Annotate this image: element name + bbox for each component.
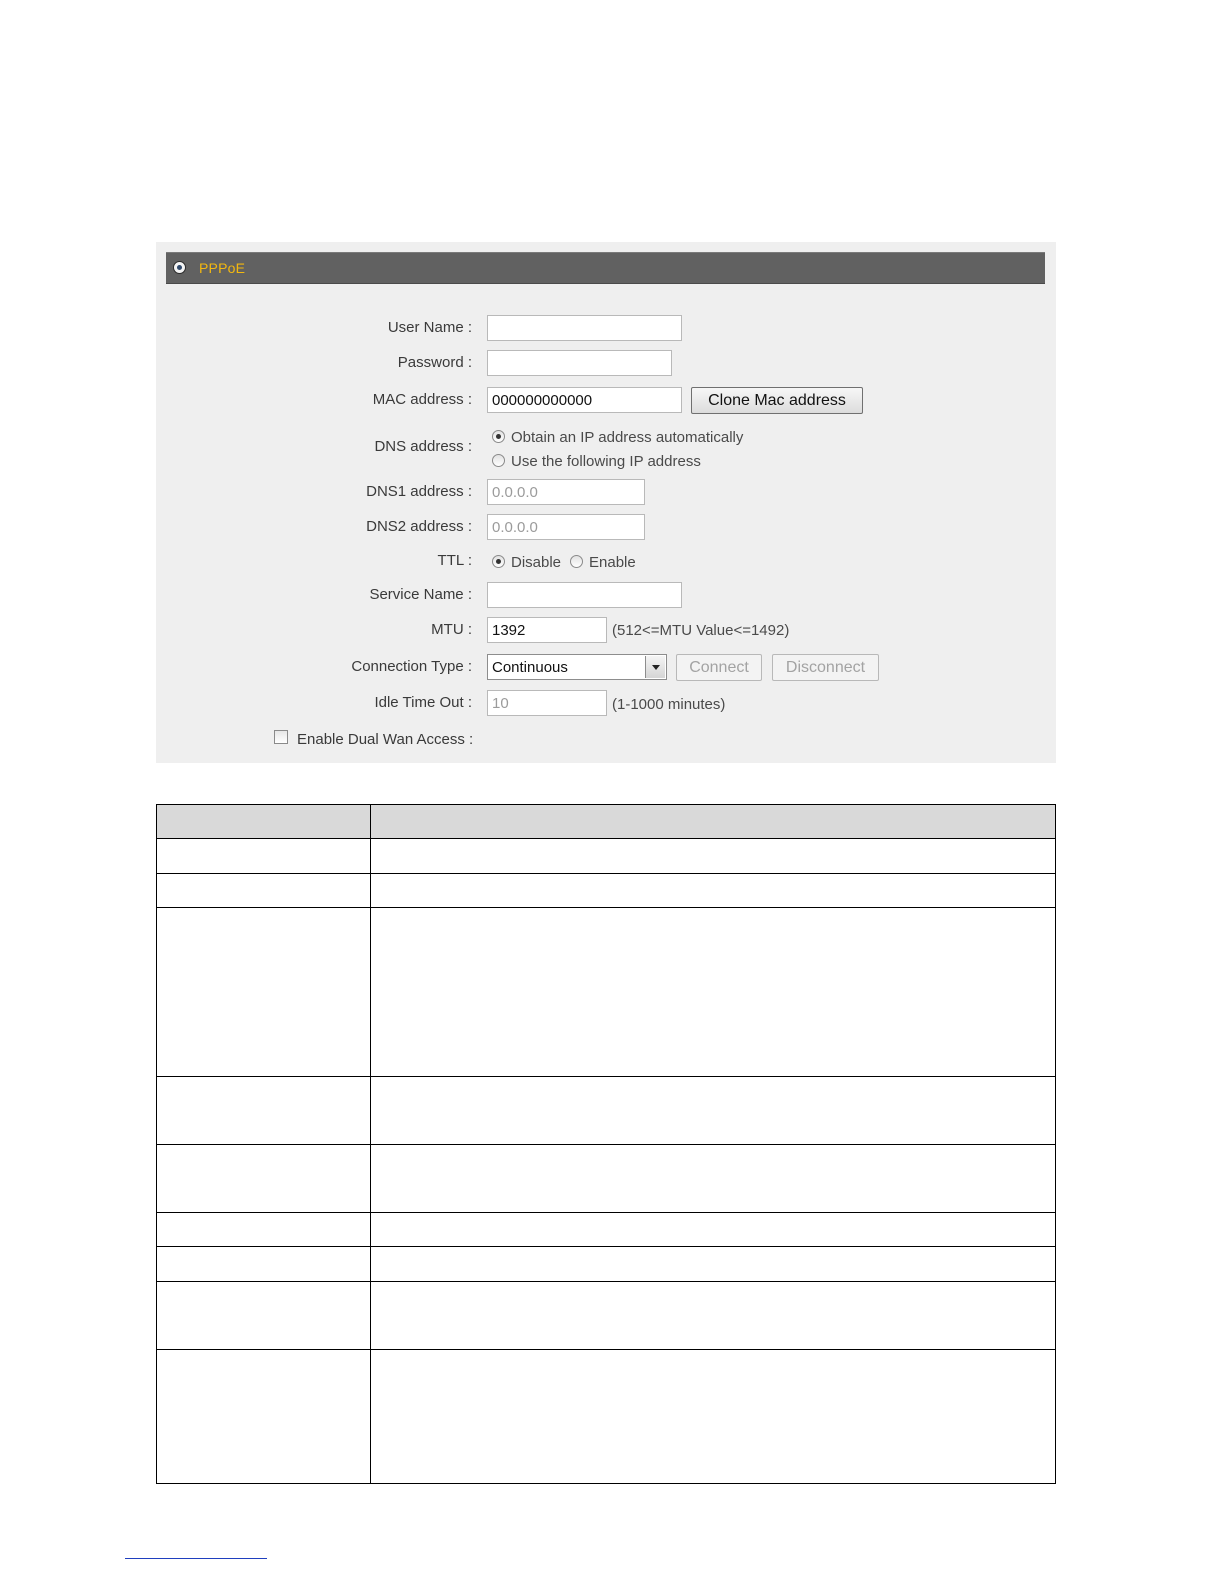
panel-title: PPPoE <box>199 260 246 276</box>
table-cell <box>371 1282 1056 1350</box>
password-input[interactable] <box>487 350 672 376</box>
dns-address-label: DNS address : <box>374 438 472 455</box>
dual-wan-checkbox[interactable] <box>274 730 288 744</box>
ttl-enable-label: Enable <box>589 554 636 571</box>
mac-address-input[interactable] <box>487 387 682 413</box>
dns-manual-radio[interactable] <box>492 454 505 467</box>
table-cell <box>157 1145 371 1213</box>
table-cell <box>157 1282 371 1350</box>
table-row <box>157 1077 1056 1145</box>
table-row <box>157 1145 1056 1213</box>
ttl-enable-radio[interactable] <box>570 555 583 568</box>
password-label: Password : <box>397 354 472 371</box>
table-cell <box>371 1350 1056 1484</box>
table-row <box>157 908 1056 1077</box>
ttl-disable-label: Disable <box>511 554 562 571</box>
service-name-label: Service Name : <box>369 586 472 603</box>
idle-time-out-input[interactable] <box>487 690 607 716</box>
table-row <box>157 1213 1056 1247</box>
connection-type-label: Connection Type : <box>351 658 472 675</box>
chevron-down-icon[interactable] <box>645 656 665 678</box>
disconnect-button[interactable]: Disconnect <box>772 654 879 681</box>
table-cell <box>157 1077 371 1145</box>
panel-header <box>166 252 1045 284</box>
table-cell <box>371 1213 1056 1247</box>
dns-auto-label: Obtain an IP address automatically <box>511 429 744 446</box>
dns1-address-input[interactable] <box>487 479 645 505</box>
table-cell <box>157 1350 371 1484</box>
footer-link-underline[interactable] <box>125 1558 267 1559</box>
table-row <box>157 1282 1056 1350</box>
idle-time-out-label: Idle Time Out : <box>374 694 472 711</box>
user-name-label: User Name : <box>387 319 472 336</box>
mac-address-label: MAC address : <box>372 391 472 408</box>
ttl-disable-radio[interactable] <box>492 555 505 568</box>
table-cell <box>371 839 1056 874</box>
table-cell <box>371 874 1056 908</box>
dns-auto-radio[interactable] <box>492 430 505 443</box>
dns2-address-label: DNS2 address : <box>366 518 472 535</box>
mtu-input[interactable] <box>487 617 607 643</box>
connect-button[interactable]: Connect <box>676 654 762 681</box>
mtu-label: MTU : <box>431 621 472 638</box>
table-cell <box>371 1077 1056 1145</box>
table-cell <box>157 908 371 1077</box>
table-header-cell <box>371 805 1056 839</box>
connection-type-select[interactable] <box>487 654 667 680</box>
ttl-label: TTL : <box>437 552 472 569</box>
table-header-row <box>157 805 1056 839</box>
description-table <box>156 804 1056 1484</box>
table-cell <box>157 874 371 908</box>
table-header-cell <box>157 805 371 839</box>
pppoe-settings-panel <box>156 242 1056 763</box>
user-name-input[interactable] <box>487 315 682 341</box>
pppoe-radio[interactable] <box>173 261 186 274</box>
table-row <box>157 839 1056 874</box>
mtu-hint: (512<=MTU Value<=1492) <box>612 622 790 639</box>
dual-wan-label: Enable Dual Wan Access : <box>297 731 474 748</box>
table-cell <box>371 908 1056 1077</box>
clone-mac-address-button[interactable]: Clone Mac address <box>691 387 863 414</box>
table-cell <box>157 839 371 874</box>
service-name-input[interactable] <box>487 582 682 608</box>
table-cell <box>157 1213 371 1247</box>
dns1-address-label: DNS1 address : <box>366 483 472 500</box>
dns2-address-input[interactable] <box>487 514 645 540</box>
table-row <box>157 1247 1056 1282</box>
connection-type-value: Continuous <box>492 659 568 676</box>
table-cell <box>371 1145 1056 1213</box>
table-row <box>157 1350 1056 1484</box>
table-row <box>157 874 1056 908</box>
dns-manual-label: Use the following IP address <box>511 453 701 470</box>
table-cell <box>157 1247 371 1282</box>
idle-time-out-hint: (1-1000 minutes) <box>612 696 726 713</box>
table-cell <box>371 1247 1056 1282</box>
